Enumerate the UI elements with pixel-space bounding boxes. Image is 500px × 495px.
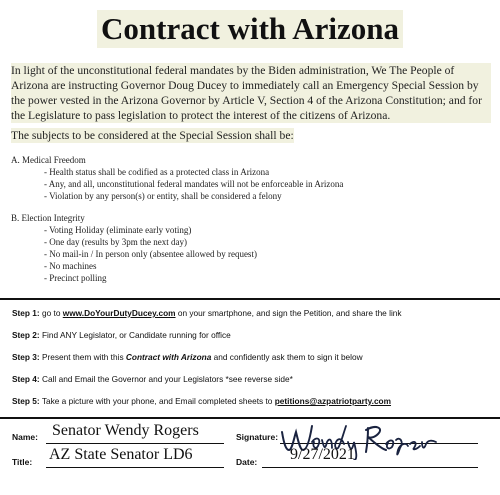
intro-paragraph: In light of the unconstitutional federal mandates by the Biden administration, We The People of Arizona are instructing Governor Doug Ducey to immediately call an Emergency Special Session by the power vested in the Arizona Governor by Article V, Section 4 of the Arizona Constitution; and for the Legislature to pass legislation to protect the interest of the citizens of Arizona. <box>11 63 491 123</box>
duceypetition-link[interactable]: www.DoYourDutyDucey.com <box>62 308 176 318</box>
section-item: - No machines <box>44 261 97 271</box>
step-3: Step 3: Present them with this Contract with Arizona and confidently ask them to sign it below <box>12 352 363 362</box>
section-item: - Any, and all, unconstitutional federal mandates will not be enforceable in Arizona <box>44 179 344 189</box>
section-heading-medical-freedom: A. Medical Freedom <box>11 155 86 165</box>
date-value: 9/27/2021 <box>290 446 355 463</box>
email-link[interactable]: petitions@azpatriotparty.com <box>274 396 392 406</box>
name-label: Name: <box>12 432 38 442</box>
divider-bottom <box>0 417 500 419</box>
signature-label: Signature: <box>236 432 279 442</box>
subjects-heading: The subjects to be considered at the Special Session shall be: <box>11 129 294 142</box>
section-item: - Violation by any person(s) or entity, shall be considered a felony <box>44 191 282 201</box>
section-item: - One day (results by 3pm the next day) <box>44 237 187 247</box>
section-item: - No mail-in / In person only (absentee allowed by request) <box>44 249 257 259</box>
section-item: - Voting Holiday (eliminate early voting) <box>44 225 192 235</box>
section-heading-election-integrity: B. Election Integrity <box>11 213 85 223</box>
section-item: - Health status shall be codified as a protected class in Arizona <box>44 167 270 177</box>
step-5: Step 5: Take a picture with your phone, and Email completed sheets to petitions@azpatriotparty.com <box>12 396 392 406</box>
name-line <box>46 443 224 444</box>
name-value: Senator Wendy Rogers <box>52 422 199 439</box>
date-line <box>262 467 478 468</box>
section-item: - Precinct polling <box>44 273 107 283</box>
step-1: Step 1: go to www.DoYourDutyDucey.com on your smartphone, and sign the Petition, and share the link <box>12 308 402 318</box>
title-line <box>46 467 224 468</box>
divider-top <box>0 298 500 300</box>
date-label: Date: <box>236 457 258 467</box>
title-label: Title: <box>12 457 33 467</box>
step-2: Step 2: Find ANY Legislator, or Candidate running for office <box>12 330 231 340</box>
step-4: Step 4: Call and Email the Governor and your Legislators *see reverse side* <box>12 374 293 384</box>
title-value: AZ State Senator LD6 <box>49 446 193 463</box>
document-title: Contract with Arizona <box>97 10 403 48</box>
